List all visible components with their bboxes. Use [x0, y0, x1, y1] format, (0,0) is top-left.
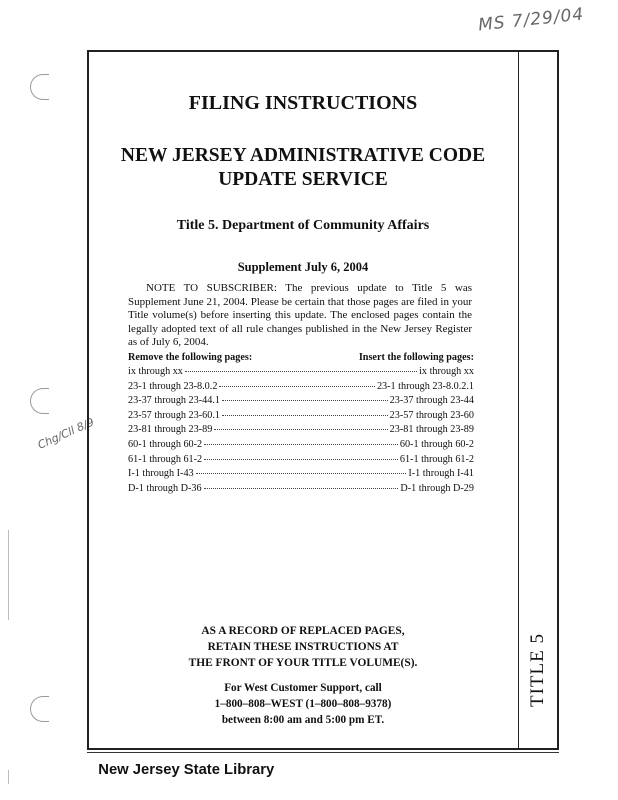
remove-pages: 23-57 through 23-60.1: [128, 409, 220, 421]
insert-pages: 60-1 through 60-2: [399, 438, 474, 450]
title-heading: Title 5. Department of Community Affairs: [176, 218, 430, 233]
scan-edge-mark: [8, 770, 9, 784]
insert-pages: ix through xx: [419, 366, 474, 377]
table-row: [128, 424, 474, 439]
code-title: [88, 144, 518, 192]
leader-dots: [204, 443, 398, 445]
punch-hole-mark: [30, 696, 49, 722]
leader-dots: [214, 428, 387, 430]
record-line: AS A RECORD OF REPLACED PAGES,: [201, 625, 405, 637]
leader-dots: [196, 472, 407, 474]
subscriber-note: NOTE TO SUBSCRIBER: The previous update to Title 5 was Supplement June 21, 2004. Please be certain that those pages are filed in your Title volume(s) before inserting this update. The enclosed pages contain the legally adopted text of all rule changes published in the New Jersey Register as of July 6, 2004.: [128, 282, 472, 349]
record-line: RETAIN THESE INSTRUCTIONS AT: [207, 641, 399, 653]
border-double-line: [87, 752, 559, 753]
support-hours: between 8:00 am and 5:00 pm ET.: [221, 714, 385, 726]
insert-pages: 23-1 through 23-8.0.2.1: [376, 380, 474, 392]
page-replacement-table: [128, 352, 474, 497]
leader-dots: [222, 414, 388, 416]
handwritten-margin-note: Chg/Cll 8/9: [35, 415, 97, 452]
insert-pages: 61-1 through 61-2: [399, 453, 474, 465]
remove-pages: 61-1 through 61-2: [128, 453, 203, 465]
insert-pages: 23-37 through 23-44: [389, 395, 474, 407]
scan-edge-mark: [8, 530, 9, 620]
insert-pages: I-1 through I-41: [408, 468, 474, 480]
table-row: [128, 395, 474, 410]
code-title-line2: UPDATE SERVICE: [218, 169, 388, 190]
remove-pages: 23-37 through 23-44.1: [128, 395, 220, 407]
page-title: FILING INSTRUCTIONS: [188, 92, 418, 114]
leader-dots: [204, 487, 399, 489]
table-row: [128, 381, 474, 396]
punch-hole-mark: [30, 388, 49, 414]
table-row: [128, 468, 474, 483]
spine-label: TITLE 5: [527, 632, 549, 708]
leader-dots: [219, 385, 375, 387]
insert-heading: Insert the following pages:: [358, 352, 474, 363]
table-row: [128, 410, 474, 425]
handwritten-initials-date: MS 7/29/04: [477, 4, 586, 36]
support-phone: 1–800–808–WEST (1–800–808–9378): [214, 698, 392, 710]
remove-pages: D-1 through D-36: [128, 482, 202, 494]
remove-pages: ix through xx: [128, 366, 183, 377]
support-line: For West Customer Support, call: [224, 682, 382, 694]
insert-pages: 23-81 through 23-89: [389, 424, 474, 436]
remove-heading: Remove the following pages:: [128, 352, 253, 363]
leader-dots: [204, 458, 398, 460]
record-line: THE FRONT OF YOUR TITLE VOLUME(S).: [188, 657, 418, 669]
table-header: [128, 352, 474, 366]
remove-pages: 60-1 through 60-2: [128, 438, 203, 450]
leader-dots: [222, 399, 388, 401]
remove-pages: 23-81 through 23-89: [128, 424, 213, 436]
remove-pages: I-1 through I-43: [128, 468, 194, 480]
record-notice: [88, 623, 518, 671]
table-row: [128, 483, 474, 498]
customer-support-info: [88, 680, 518, 728]
table-row: [128, 439, 474, 454]
punch-hole-mark: [30, 74, 49, 100]
table-row: [128, 454, 474, 469]
supplement-date: Supplement July 6, 2004: [237, 260, 369, 274]
insert-pages: D-1 through D-29: [400, 482, 474, 494]
remove-pages: 23-1 through 23-8.0.2: [128, 380, 218, 392]
leader-dots: [185, 370, 417, 372]
code-title-line1: NEW JERSEY ADMINISTRATIVE CODE: [120, 145, 486, 166]
table-row: [128, 366, 474, 381]
library-stamp: New Jersey State Library: [98, 762, 275, 778]
spine-tab: [519, 620, 557, 720]
insert-pages: 23-57 through 23-60: [389, 409, 474, 421]
